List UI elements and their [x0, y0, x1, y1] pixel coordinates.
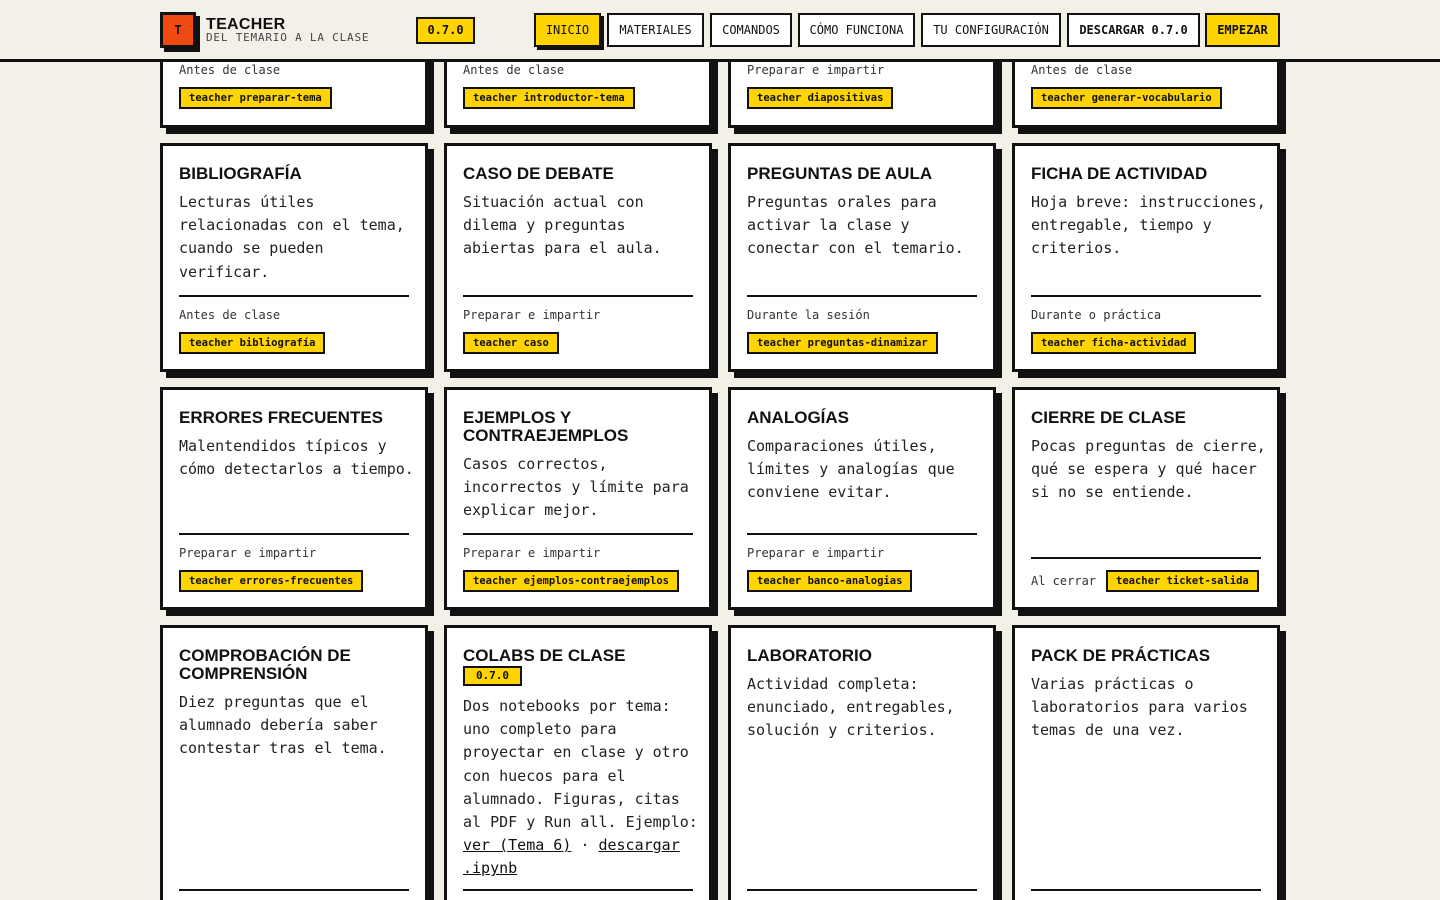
card-stage: Preparar e impartir: [463, 546, 601, 560]
command-tag[interactable]: teacher banco-analogias: [747, 570, 912, 592]
command-tag[interactable]: teacher generar-vocabulario: [1031, 87, 1222, 109]
card-title: ANALOGÍAS: [747, 408, 849, 427]
example-prefix: Ejemplo:: [625, 813, 698, 832]
card-divider: [179, 295, 409, 297]
card-description: Lecturas útiles relacionadas con el tema, cuando se pueden verificar.: [179, 193, 405, 281]
card-stage: Preparar e impartir: [463, 308, 601, 322]
card-title: PACK DE PRÁCTICAS: [1031, 646, 1211, 665]
command-tag[interactable]: teacher ticket-salida: [1106, 570, 1259, 592]
card-title: CIERRE DE CLASE: [1031, 408, 1186, 427]
card-stage: Preparar e impartir: [747, 63, 885, 77]
material-card: [160, 387, 428, 610]
nav-empezar[interactable]: EMPEZAR: [1205, 13, 1280, 47]
card-divider: [1031, 557, 1261, 559]
separator: ·: [580, 836, 590, 855]
command-tag[interactable]: teacher introductor-tema: [463, 87, 635, 109]
card-divider: [463, 533, 693, 535]
card-stage: Antes de clase: [179, 63, 281, 77]
nav-descargar[interactable]: DESCARGAR 0.7.0: [1067, 13, 1200, 47]
command-tag[interactable]: teacher preparar-tema: [179, 87, 332, 109]
card-description: Diez preguntas que el alumnado debería saber contestar tras el tema.: [179, 693, 387, 758]
logo-icon[interactable]: T: [160, 12, 196, 48]
card-title: COLABS DE CLASE: [463, 646, 626, 665]
material-card: [444, 143, 712, 372]
download-notebook-link[interactable]: descargar .ipynb: [463, 836, 680, 878]
card-description: Actividad completa: enunciado, entregables, solución y criterios.: [747, 675, 955, 740]
material-card: [444, 625, 712, 900]
card-description-text: Dos notebooks por tema: uno completo para proyectar en clase y otro con huecos para el alumnado. Figuras, citas al PDF y Run all.: [463, 697, 689, 832]
brand-subtitle: DEL TEMARIO A LA CLASE: [206, 31, 370, 44]
command-tag[interactable]: teacher preguntas-dinamizar: [747, 332, 938, 354]
command-tag[interactable]: teacher ejemplos-contraejemplos: [463, 570, 679, 592]
card-stage: Durante la sesión: [747, 308, 870, 322]
card-stage: Durante o práctica: [1031, 308, 1162, 322]
nav-inicio[interactable]: INICIO: [534, 13, 601, 47]
card-description: Comparaciones útiles, límites y analogías que conviene evitar.: [747, 437, 955, 502]
card-divider: [179, 889, 409, 891]
card-stage: Antes de clase: [463, 63, 565, 77]
material-card: [728, 143, 996, 372]
material-card: [1012, 625, 1280, 900]
material-card: [1012, 387, 1280, 610]
material-card: [728, 387, 996, 610]
material-card: [160, 143, 428, 372]
site-header: [0, 0, 1440, 62]
card-divider: [747, 533, 977, 535]
card-description: Pocas preguntas de cierre, qué se espera y qué hacer si no se entiende.: [1031, 437, 1266, 502]
nav-materiales[interactable]: MATERIALES: [607, 13, 704, 47]
card-title: LABORATORIO: [747, 646, 872, 665]
card-stage: Antes de clase: [1031, 63, 1133, 77]
command-tag[interactable]: teacher caso: [463, 332, 559, 354]
nav-comandos[interactable]: COMANDOS: [710, 13, 792, 47]
card-title: ERRORES FRECUENTES: [179, 408, 384, 427]
card-description: Hoja breve: instrucciones, entregable, tiempo y criterios.: [1031, 193, 1266, 258]
card-divider: [463, 889, 693, 891]
card-title: FICHA DE ACTIVIDAD: [1031, 164, 1208, 183]
card-divider: [1031, 889, 1261, 891]
card-divider: [747, 295, 977, 297]
material-card: [444, 387, 712, 610]
card-stage: Antes de clase: [179, 308, 281, 322]
card-stage: Al cerrar: [1031, 574, 1097, 588]
card-stage: Preparar e impartir: [747, 546, 885, 560]
material-card: [1012, 143, 1280, 372]
card-title: COMPROBACIÓN DE COMPRENSIÓN: [179, 646, 351, 683]
command-tag[interactable]: teacher errores-frecuentes: [179, 570, 363, 592]
card-divider: [179, 533, 409, 535]
example-view-link[interactable]: ver (Tema 6): [463, 836, 572, 855]
card-description: Preguntas orales para activar la clase y conectar con el temario.: [747, 193, 964, 258]
command-tag[interactable]: teacher bibliografía: [179, 332, 325, 354]
card-description: Malentendidos típicos y cómo detectarlos a tiempo.: [179, 437, 414, 479]
card-description: Casos correctos, incorrectos y límite para explicar mejor.: [463, 455, 689, 520]
card-title: CASO DE DEBATE: [463, 164, 614, 183]
card-divider: [463, 295, 693, 297]
material-card: [728, 625, 996, 900]
command-tag[interactable]: teacher ficha-actividad: [1031, 332, 1196, 354]
nav-tu-configuracion[interactable]: TU CONFIGURACIÓN: [921, 13, 1061, 47]
card-description: [463, 695, 699, 881]
version-badge: 0.7.0: [416, 17, 475, 44]
card-description: Varias prácticas o laboratorios para varios temas de una vez.: [1031, 675, 1248, 740]
brand-title[interactable]: TEACHER: [206, 16, 286, 33]
card-divider: [747, 889, 977, 891]
card-divider: [1031, 295, 1261, 297]
card-title: PREGUNTAS DE AULA: [747, 164, 933, 183]
card-description: Situación actual con dilema y preguntas abiertas para el aula.: [463, 193, 662, 258]
material-card: [160, 625, 428, 900]
card-stage: Preparar e impartir: [179, 546, 317, 560]
nav-como-funciona[interactable]: CÓMO FUNCIONA: [798, 13, 915, 47]
card-title: EJEMPLOS Y CONTRAEJEMPLOS: [463, 408, 629, 445]
command-tag[interactable]: teacher diapositivas: [747, 87, 893, 109]
version-badge: 0.7.0: [463, 666, 522, 686]
card-title: BIBLIOGRAFÍA: [179, 164, 302, 183]
